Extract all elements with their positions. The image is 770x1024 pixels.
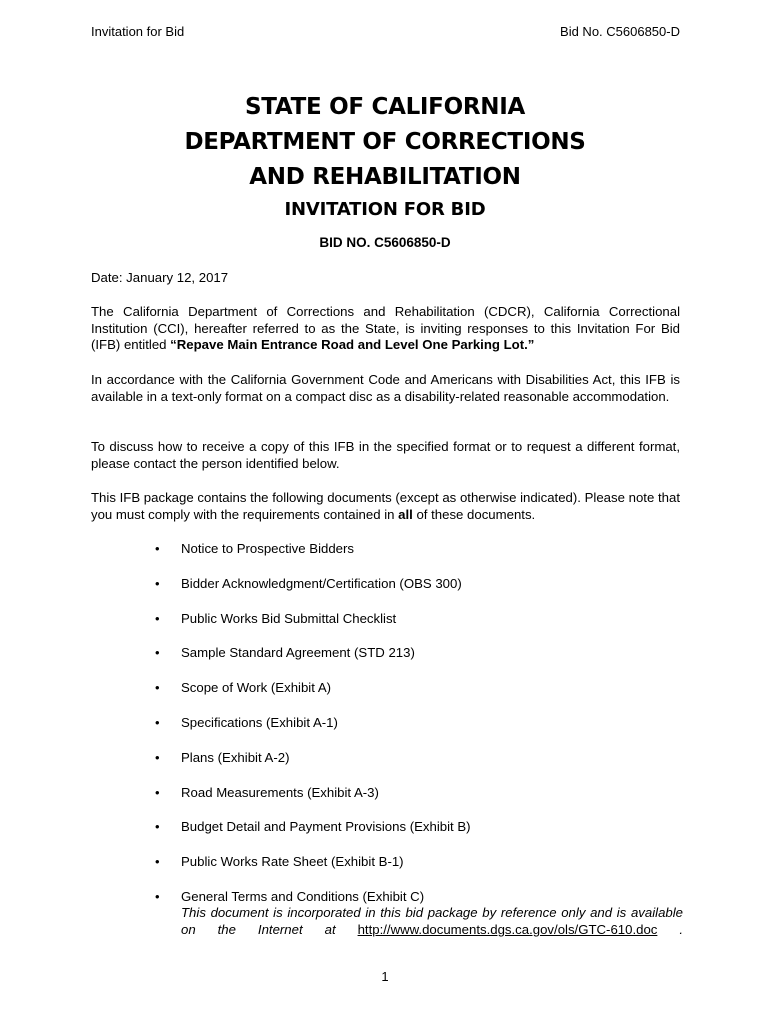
bullet-icon: • (155, 784, 160, 800)
list-item (153, 819, 683, 854)
list-item-label: Sample Standard Agreement (STD 213) (181, 645, 415, 661)
list-item-label: General Terms and Conditions (Exhibit C) (181, 888, 425, 904)
header-bid-number: Bid No. C5606850-D (560, 24, 680, 39)
list-item (153, 750, 683, 785)
document-subtitle: INVITATION FOR BID (284, 199, 486, 220)
document-title (0, 90, 770, 222)
list-item-label: Notice to Prospective Bidders (181, 541, 354, 556)
bullet-icon: • (155, 819, 160, 835)
gtc-note (181, 905, 683, 938)
emphasis-all: all (398, 506, 413, 522)
title-line-department: DEPARTMENT OF CORRECTIONS (184, 129, 586, 155)
list-item (153, 611, 683, 646)
bullet-icon: • (155, 680, 160, 696)
bullet-icon: • (155, 749, 160, 765)
running-header (91, 24, 680, 40)
list-item (153, 576, 683, 611)
title-line-rehabilitation: AND REHABILITATION (249, 164, 521, 190)
package-contents-paragraph (91, 490, 680, 523)
bid-number-heading: BID NO. C5606850-D (319, 235, 451, 250)
list-item-label: Public Works Bid Submittal Checklist (181, 610, 397, 626)
intro-text: The California Department of Corrections and Rehabilitation (CDCR), California Correctional Institution (CCI), hereafter referred to as the State, is inviting responses to this Invitation For Bid (IFB) entitled (91, 304, 680, 352)
list-item (153, 680, 683, 715)
list-item (153, 715, 683, 750)
page-number: 1 (381, 969, 389, 984)
accessibility-paragraph: In accordance with the California Government Code and Americans with Disabilities Act, this IFB is available in a text-only format on a compact disc as a disability-related reasonable accommodation. (91, 372, 680, 404)
list-item-label: Specifications (Exhibit A-1) (181, 714, 338, 730)
list-item (153, 645, 683, 680)
list-item-label: Budget Detail and Payment Provisions (Exhibit B) (181, 819, 471, 835)
document-date: Date: January 12, 2017 (91, 270, 229, 285)
list-item (153, 854, 683, 889)
list-item-label: Scope of Work (Exhibit A) (181, 680, 332, 696)
package-contents-end: of these documents. (412, 506, 536, 522)
header-left-text: Invitation for Bid (91, 24, 185, 39)
intro-paragraph (91, 304, 680, 354)
title-line-state: STATE OF CALIFORNIA (245, 94, 525, 120)
bullet-icon: • (155, 888, 160, 904)
bullet-icon: • (155, 714, 160, 730)
bullet-icon: • (155, 541, 160, 556)
bullet-icon: • (155, 610, 160, 626)
gtc-note-text: This document is incorporated in this bid package by reference only and is available on the Internet at (181, 905, 683, 937)
list-item-label: Bidder Acknowledgment/Certification (OBS 300) (181, 575, 462, 591)
list-item (153, 785, 683, 820)
list-item (153, 541, 683, 576)
package-contents-text: This IFB package contains the following documents (except as otherwise indicated). Please note that you must comply with the requirements contained in (91, 490, 680, 522)
document-list (153, 541, 683, 938)
list-item-label: Plans (Exhibit A-2) (181, 749, 290, 765)
bullet-icon: • (155, 854, 160, 870)
list-item-label: Public Works Rate Sheet (Exhibit B-1) (181, 854, 404, 870)
gtc-note-end: . (657, 921, 683, 937)
list-item (153, 889, 683, 939)
bullet-icon: • (155, 645, 160, 661)
list-item-label: Road Measurements (Exhibit A-3) (181, 784, 379, 800)
format-request-paragraph: To discuss how to receive a copy of this IFB in the specified format or to request a different format, please contact the person identified below. (91, 439, 680, 471)
gtc-document-link[interactable]: http://www.documents.dgs.ca.gov/ols/GTC-610.doc (357, 921, 658, 937)
project-title: “Repave Main Entrance Road and Level One Parking Lot.” (170, 337, 535, 352)
bullet-icon: • (155, 575, 160, 591)
